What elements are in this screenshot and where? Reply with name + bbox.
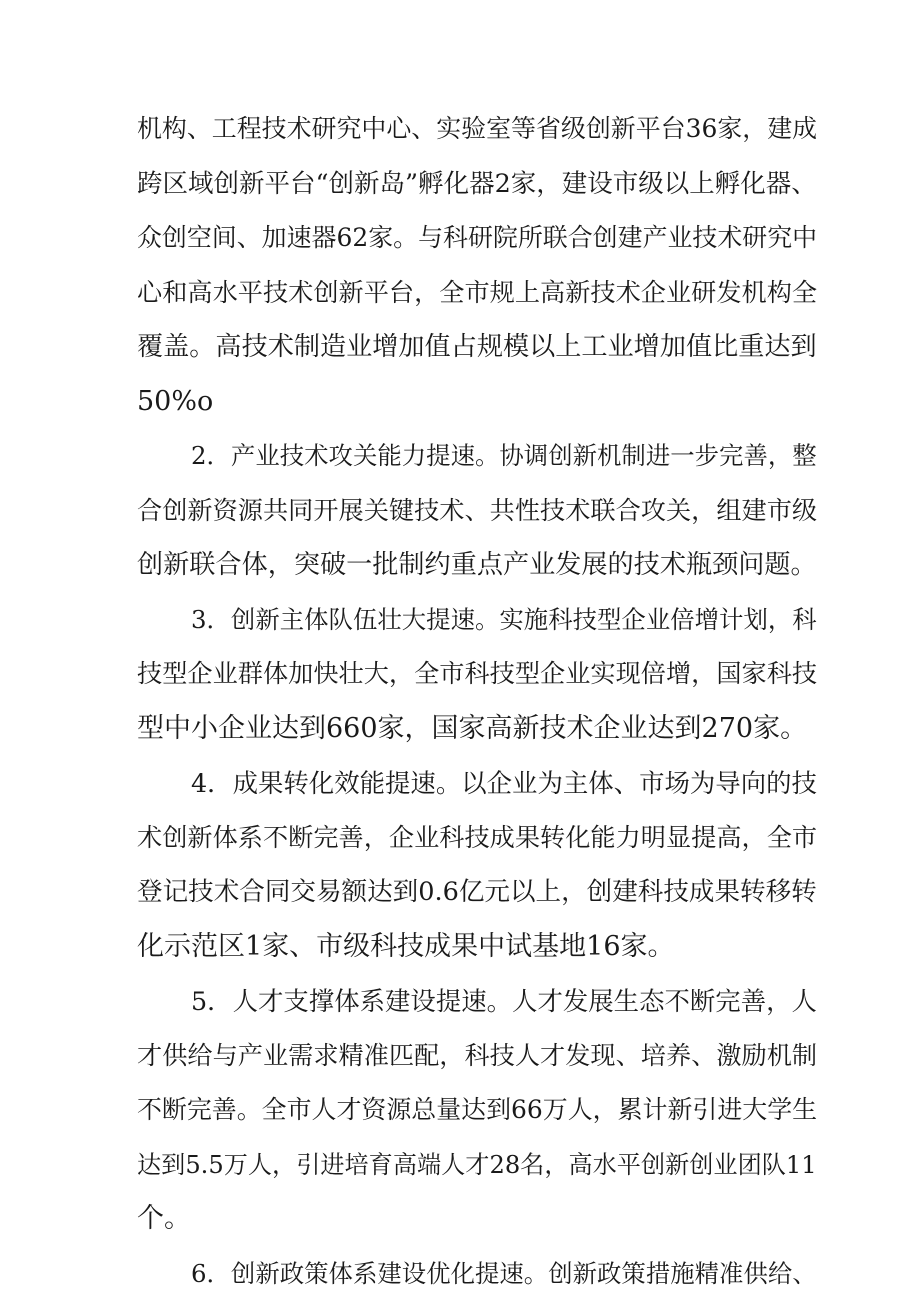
text-line: 覆盖。高技术制造业增加值占规模以上工业增加值比重达到 [137,332,817,362]
text-line: 技型企业群体加快壮大，全市科技型企业实现倍增，国家科技 [137,659,818,688]
paragraph-start-line: 2．产业技术攻关能力提速。协调创新机制进一步完善，整 [191,441,817,470]
text-line: 登记技术合同交易额达到0.6亿元以上，创建科技成果转移转 [137,877,817,907]
text-line: 合创新资源共同开展关键技术、共性技术联合攻关，组建市级 [137,495,818,525]
text-line: 术创新体系不断完善，企业科技成果转化能力明显提高，全市 [137,822,818,852]
paragraph-start-line: 6．创新政策体系建设优化提速。创新政策措施精准供给、 [191,1258,817,1288]
text-line: 个。 [137,1203,191,1234]
text-line: 众创空间、加速器62家。与科研院所联合创建产业技术研究中 [137,223,818,252]
text-line: 不断完善。全市人才资源总量达到66万人，累计新引进大学生 [137,1095,818,1124]
text-line: 创新联合体，突破一批制约重点产业发展的技术瓶颈问题。 [137,550,817,580]
text-line: 50%o [137,385,214,417]
text-line: 机构、工程技术研究中心、实验室等省级创新平台36家，建成 [137,114,818,143]
paragraph-start-line: 3．创新主体队伍壮大提速。实施科技型企业倍增计划，科 [191,604,817,634]
text-line: 跨区域创新平台“创新岛”孵化器2家，建设市级以上孵化器、 [137,168,817,199]
text-line: 型中小企业达到660家，国家高新技术企业达到270家。 [137,712,808,744]
text-line: 化示范区1家、市级科技成果中试基地16家。 [137,930,675,962]
text-line: 达到5.5万人，引进培育高端人才28名，高水平创新创业团队11 [137,1150,817,1179]
paragraph-start-line: 4．成果转化效能提速。以企业为主体、市场为导向的技 [191,768,817,798]
text-line: 心和高水平技术创新平台，全市规上高新技术企业研发机构全 [137,277,818,307]
text-line: 才供给与产业需求精准匹配，科技人才发现、培养、激励机制 [137,1040,818,1070]
body-text [137,102,817,1301]
paragraph-start-line: 5．人才支撑体系建设提速。人才发展生态不断完善，人 [191,986,817,1016]
